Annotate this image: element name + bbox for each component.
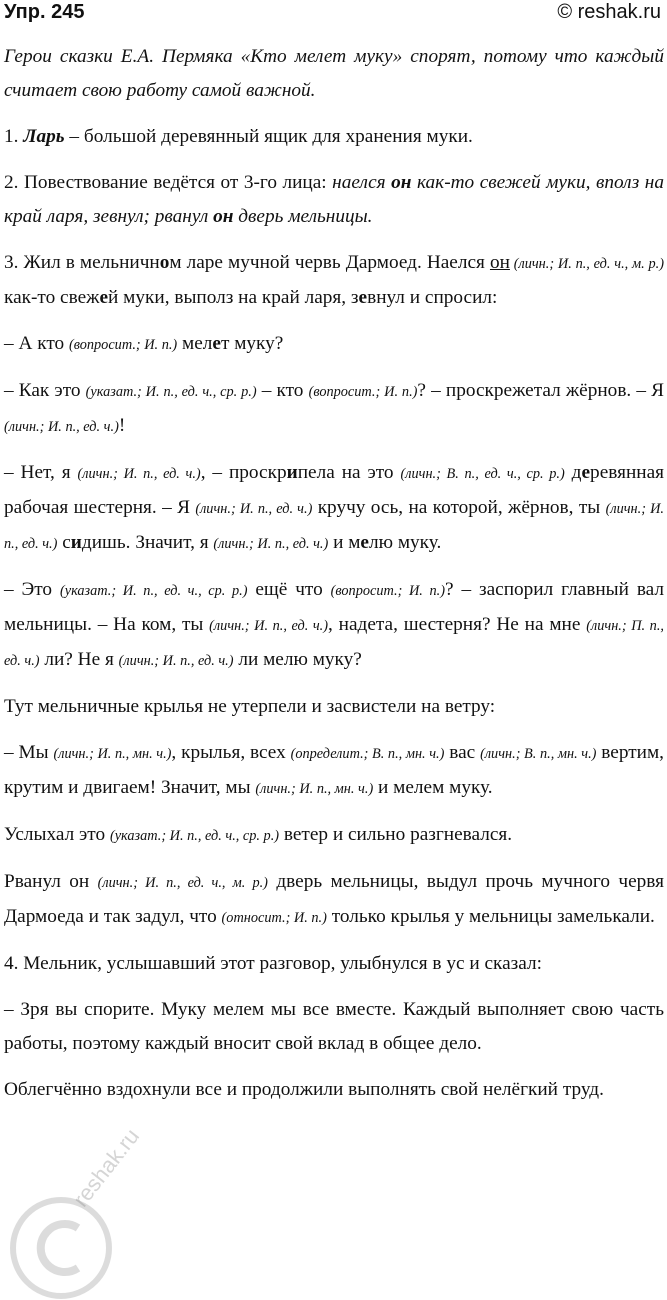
grammar-note: (личн.; И. п., ед. ч.)	[77, 466, 201, 482]
answer-4: 4. Мельник, услышавший этот разговор, улыбнулся в ус и сказал:	[4, 953, 542, 974]
grammar-note: (личн.; И. п., ед. ч.)	[209, 618, 328, 634]
grammar-note: (личн.; И. п., ед. ч.)	[195, 501, 313, 517]
answer-text	[4, 40, 664, 1119]
grammar-note: (указат.; И. п., ед. ч., ср. р.)	[109, 828, 280, 844]
grammar-note: (личн.; И. п., мн. ч.)	[255, 781, 374, 797]
dialogue-line: – Это (указат.; И. п., ед. ч., ср. р.) ещё что (вопросит.; И. п.)? – заспорил главный вал мельницы. – На ком, ты (личн.; И. п., ед. ч.), надета, шестерня? Не на мне (личн.; П. п., ед. ч.) ли? Не я (личн.; И. п., ед. ч.) ли мелю муку?	[4, 579, 665, 670]
grammar-note: (вопросит.; И. п.)	[330, 583, 445, 599]
watermark-text: reshak.ru	[68, 1123, 145, 1212]
grammar-note: (указат.; И. п., ед. ч., ср. р.)	[59, 583, 248, 599]
dialogue-line: – Мы (личн.; И. п., мн. ч.), крылья, всех (определит.; В. п., мн. ч.) вас (личн.; В. п., мн. ч.) вертим, крутим и двигаем! Значит, мы (личн.; И. п., мн. ч.) и мелем муку.	[4, 742, 664, 798]
grammar-note: (личн.; В. п., ед. ч., ср. р.)	[400, 466, 565, 482]
intro-paragraph: Герои сказки Е.А. Пермяка «Кто мелет муку» спорят, потому что каждый считает свою работу самой важной.	[4, 46, 664, 101]
grammar-note: (личн.; В. п., мн. ч.)	[480, 746, 597, 762]
page-header	[0, 0, 667, 26]
grammar-note: (личн.; И. п., ед. ч.)	[4, 419, 119, 435]
narration-line: Облегчённо вздохнули все и продолжили выполнять свой нелёгкий труд.	[4, 1079, 604, 1100]
watermark-logo-icon	[6, 1170, 156, 1300]
grammar-note: (относит.; И. п.)	[221, 910, 327, 926]
dialogue-line: – Зря вы спорите. Муку мелем мы все вместе. Каждый выполняет свою часть работы, поэтому каждый вносит свой вклад в общее дело.	[4, 999, 664, 1054]
grammar-note: (указат.; И. п., ед. ч., ср. р.)	[85, 384, 257, 400]
answer-1: 1. Ларь – большой деревянный ящик для хранения муки.	[4, 126, 473, 147]
grammar-note: (личн.; И. п., ед. ч.)	[213, 536, 329, 552]
grammar-note: (личн.; И. п., ед. ч.)	[118, 653, 234, 669]
term-lar: Ларь	[23, 126, 65, 147]
narration-line: Тут мельничные крылья не утерпели и засвистели на ветру:	[4, 696, 496, 717]
exercise-title: Упр. 245	[4, 1, 85, 23]
site-credit: © reshak.ru	[557, 1, 661, 23]
grammar-note: (определит.; В. п., мн. ч.)	[290, 746, 445, 762]
grammar-note: (вопросит.; И. п.)	[308, 384, 418, 400]
dialogue-line: – А кто (вопросит.; И. п.) мелет муку?	[4, 333, 284, 354]
grammar-note: (личн.; И. п., ед. ч., м. р.)	[509, 256, 664, 272]
narration-line: Рванул он (личн.; И. п., ед. ч., м. р.) дверь мельницы, выдул прочь мучного червя Дармоеда и так задул, что (относит.; И. п.) только крылья у мельницы замелькали.	[4, 871, 664, 927]
grammar-note: (личн.; П. п., ед. ч.)	[4, 618, 664, 669]
dialogue-line: – Нет, я (личн.; И. п., ед. ч.), – проскрипела на это (личн.; В. п., ед. ч., ср. р.) деревянная рабочая шестерня. – Я (личн.; И. п., ед. ч.) кручу ось, на которой, жёрнов, ты (личн.; И. п., ед. ч.) сидишь. Значит, я (личн.; И. п., ед. ч.) и мелю муку.	[4, 462, 665, 553]
narration-line: Услыхал это (указат.; И. п., ед. ч., ср. р.) ветер и сильно разгневался.	[4, 824, 513, 845]
grammar-note: (личн.; И. п., ед. ч., м. р.)	[97, 875, 268, 891]
grammar-note: (вопросит.; И. п.)	[68, 337, 178, 353]
answer-3: 3. Жил в мельничном ларе мучной червь Дармоед. Наелся он (личн.; И. п., ед. ч., м. р.) как-то свежей муки, выполз на край ларя, зевнул и спросил:	[4, 252, 664, 308]
dialogue-line: – Как это (указат.; И. п., ед. ч., ср. р.) – кто (вопросит.; И. п.)? – проскрежетал жёрнов. – Я (личн.; И. п., ед. ч.)!	[4, 380, 665, 436]
grammar-note: (личн.; И. п., мн. ч.)	[53, 746, 172, 762]
grammar-note: (личн.; И. п., ед. ч.)	[4, 501, 664, 552]
answer-2: 2. Повествование ведётся от 3-го лица: наелся он как-то свежей муки, вполз на край ларя, зевнул; рванул он дверь мельницы.	[4, 172, 664, 227]
